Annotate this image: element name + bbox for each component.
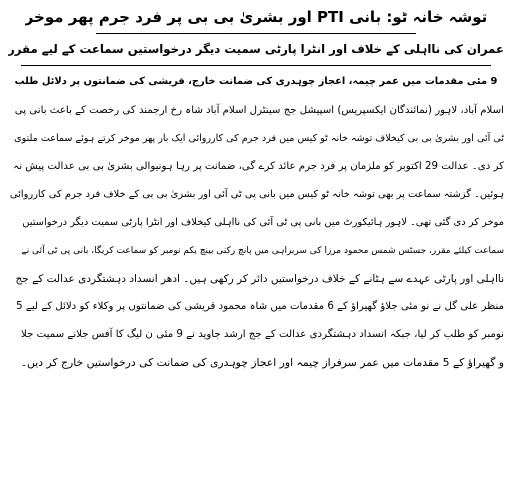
article-body bbox=[8, 97, 504, 377]
headline-main: توشہ خانہ ٹو: بانی PTI اور بشریٰ بی بی پر فرد جرم پھر موخر bbox=[24, 8, 488, 26]
body-line: نااہلی اور پارٹی عہدے سے ہٹانے کے خلاف درخواستیں دائر کر رکھی ہیں۔ ادھر انسداد دہشتگردی عدالت کے جج bbox=[15, 273, 504, 285]
headline-block bbox=[8, 4, 504, 95]
headline-sub-1: عمران کی نااہلی کے خلاف اور انٹرا پارٹی سمیت دیگر درخواستیں سماعت کے لیے مقرر bbox=[8, 42, 504, 56]
body-line: ٹی آئی اور بشریٰ بی بی کیخلاف توشہ خانہ ٹو کیس میں فرد جرم کی کارروائی ایک بار پھر موخر کرتے ہوئے سماعت ملتوی bbox=[14, 133, 504, 144]
headline-divider bbox=[21, 65, 491, 66]
body-line: نومبر کو طلب کر لیا، جبکہ انسداد دہشتگردی عدالت کے جج ارشد جاوید نے 9 مئی ن لیگ کا آفس جلانے سمیت جلا bbox=[21, 329, 504, 340]
headline-divider bbox=[96, 33, 416, 34]
headline-sub-2: 9 مئی مقدمات میں عمر چیمہ، اعجاز چوہدری کی ضمانت خارج، قریشی کی ضمانتوں پر دلائل طلب bbox=[14, 76, 498, 87]
body-line: سماعت کیلئے مقرر، جسٹس شمس محمود مرزا کی سربراہی میں پانچ رکنی بینچ یکم نومبر کو سماعت کریگا، بانی پی ٹی آئی نے bbox=[21, 246, 504, 256]
body-line: و گھیراؤ کے 5 مقدمات میں عمر سرفراز چیمہ اور اعجاز چوہدری کی ضمانت کی درخواستیں خارج کر دیں۔ bbox=[20, 356, 504, 369]
body-line: ہوئیں۔ گزشتہ سماعت پر بھی توشہ خانہ ٹو کیس میں بانی پی ٹی آئی اور بشریٰ بی بی کے خلاف فرد جرم کی کارروائی bbox=[9, 189, 504, 200]
body-line: اسلام آباد، لاہور (نمائندگان ایکسپریس) اسپیشل جج سینٹرل اسلام آباد شاہ رخ ارجمند کی رخصت کے باعث بانی پی bbox=[14, 105, 504, 116]
body-line: موخر کر دی گئی تھی۔ لاہور ہائیکورٹ میں بانی پی ٹی آئی کی نااہلی کیخلاف اور انٹرا پارٹی سمیت دیگر درخواستیں bbox=[22, 217, 504, 228]
body-line: منظر علی گل نے نو مئی جلاؤ گھیراؤ کے 6 مقدمات میں شاہ محمود قریشی کی ضمانتوں پر وکلاء کو دلائل کے لیے 5 bbox=[16, 301, 504, 312]
body-line: کر دی۔ عدالت 29 اکتوبر کو ملزمان پر فرد جرم عائد کرے گی، ضمانت پر رہا ہونیوالی بشریٰ بی بی عدالت پیش نہ bbox=[13, 161, 504, 172]
